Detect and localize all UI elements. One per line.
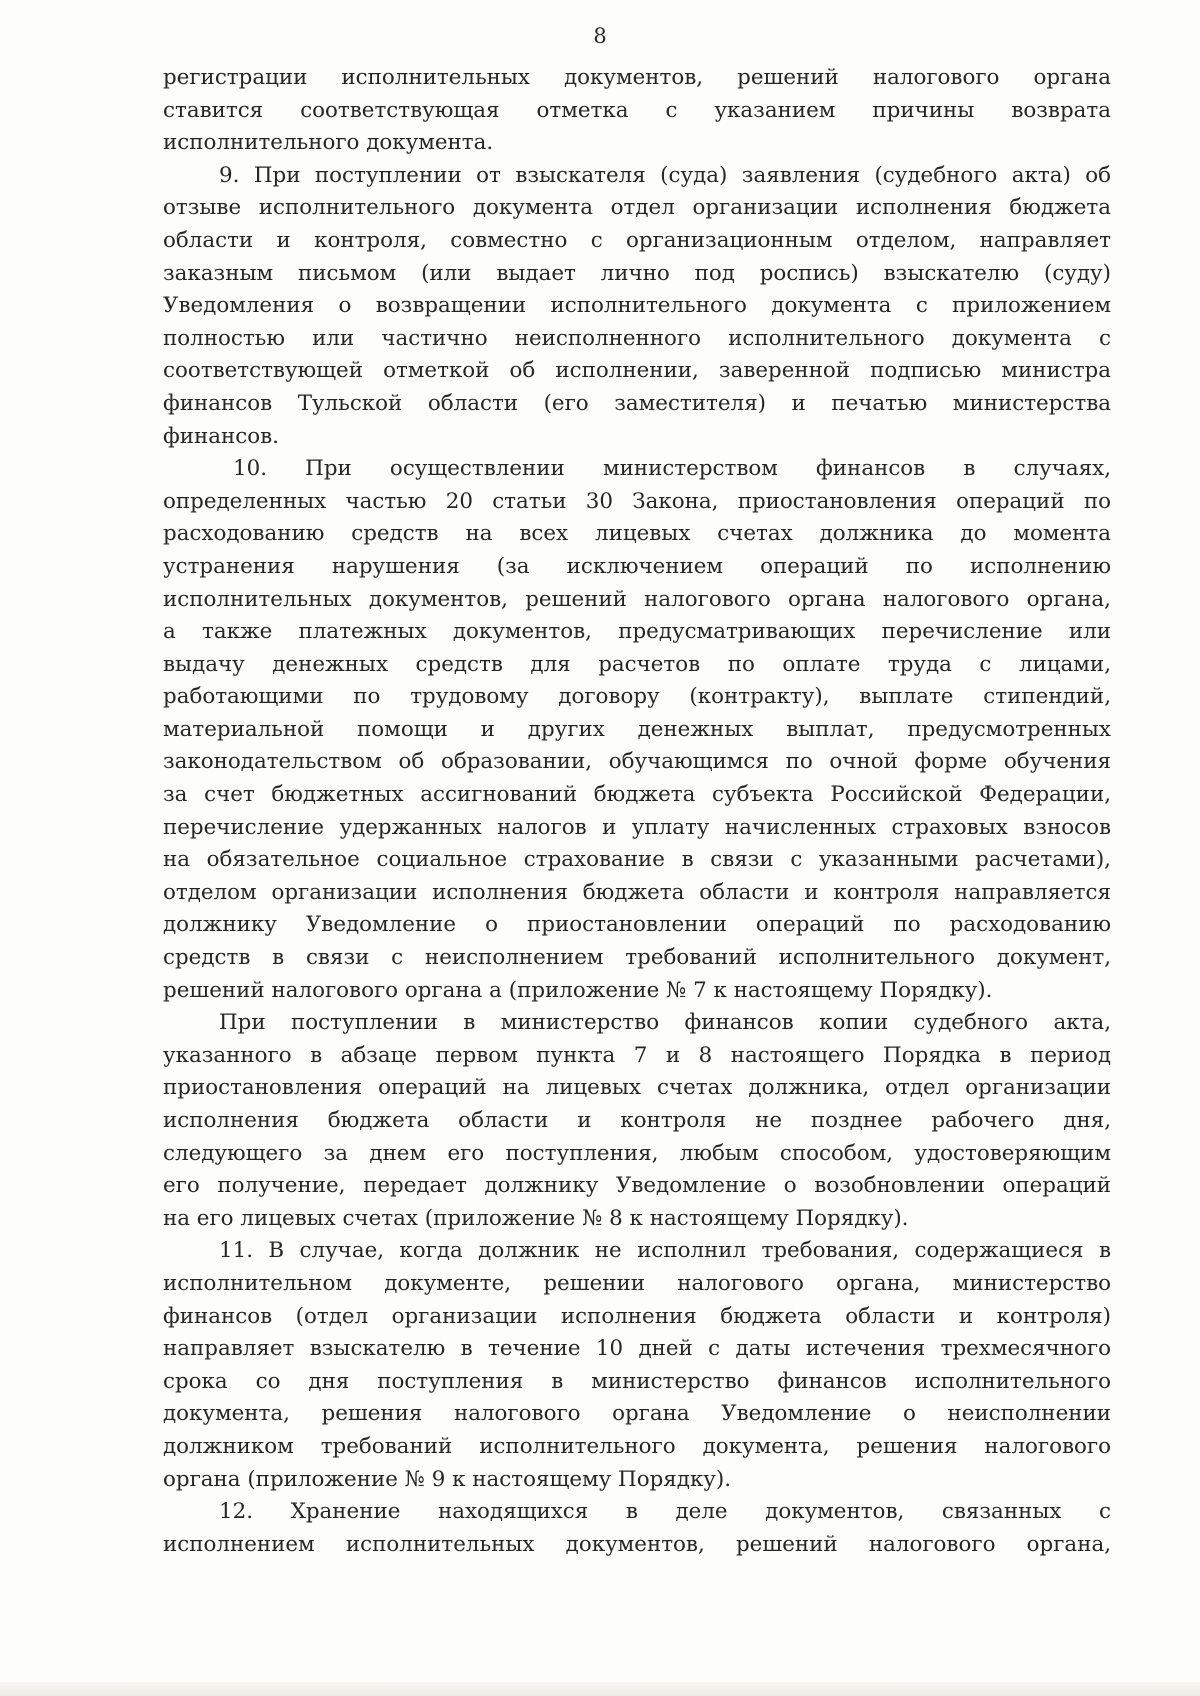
text-line: области и контроля, совместно с организационным отделом, направляет: [163, 227, 1111, 253]
text-line: исполнением исполнительных документов, решений налогового органа,: [163, 1531, 1111, 1557]
page-number: 8: [593, 24, 607, 48]
text-line: следующего за днем его поступления, любым способом, удостоверяющим: [163, 1140, 1111, 1166]
text-line: на обязательное социальное страхование в связи с указанными расчетами),: [163, 847, 1111, 873]
text-line: финансов.: [163, 423, 279, 449]
text-line: приостановления операций на лицевых счетах должника, отдел организации: [163, 1075, 1111, 1101]
text-line: на его лицевых счетах (приложение № 8 к настоящему Порядку).: [163, 1205, 909, 1231]
text-line: 12. Хранение находящихся в деле документов, связанных с: [219, 1499, 1111, 1525]
text-line: регистрации исполнительных документов, решений налогового органа: [163, 65, 1111, 90]
text-line: ставится соответствующая отметка с указанием причины возврата: [163, 97, 1111, 123]
text-line: полностью или частично неисполненного исполнительного документа с: [163, 325, 1111, 351]
text-line: должнику Уведомление о приостановлении операций по расходованию: [163, 912, 1111, 938]
text-line: документа, решения налогового органа Уведомление о неисполнении: [163, 1401, 1111, 1427]
text-line: соответствующей отметкой об исполнении, заверенной подписью министра: [163, 358, 1111, 384]
text-line: материальной помощи и других денежных выплат, предусмотренных: [163, 716, 1111, 742]
text-line: законодательством об образовании, обучающимся по очной форме обучения: [163, 749, 1111, 775]
scan-edge-shadow: [0, 1682, 1200, 1696]
text-line: 11. В случае, когда должник не исполнил требования, содержащиеся в: [219, 1238, 1111, 1264]
text-line: органа (приложение № 9 к настоящему Порядку).: [163, 1466, 732, 1492]
text-line: финансов (отдел организации исполнения бюджета области и контроля): [163, 1303, 1111, 1329]
text-line: исполнительных документов, решений налогового органа налогового органа,: [163, 586, 1111, 612]
text-line: определенных частью 20 статьи 30 Закона, приостановления операций по: [163, 488, 1111, 514]
text-line: 10. При осуществлении министерством финансов в случаях,: [233, 456, 1111, 482]
text-line: 9. При поступлении от взыскателя (суда) заявления (судебного акта) об: [219, 162, 1111, 188]
text-line: средств в связи с неисполнением требований исполнительного документ,: [163, 945, 1111, 971]
text-line: а также платежных документов, предусматривающих перечисление или: [163, 619, 1111, 645]
text-line: При поступлении в министерство финансов копии судебного акта,: [219, 1010, 1111, 1036]
text-line: отзыве исполнительного документа отдел организации исполнения бюджета: [163, 195, 1111, 221]
text-line: устранения нарушения (за исключением операций по исполнению: [163, 553, 1111, 579]
text-line: его получение, передает должнику Уведомление о возобновлении операций: [163, 1173, 1111, 1199]
text-line: направляет взыскателю в течение 10 дней с даты истечения трехмесячного: [163, 1336, 1111, 1362]
text-line: решений налогового органа а (приложение № 7 к настоящему Порядку).: [163, 977, 993, 1003]
text-line: заказным письмом (или выдает лично под роспись) взыскателю (суду): [163, 260, 1111, 286]
text-line: финансов Тульской области (его заместителя) и печатью министерства: [163, 390, 1111, 416]
text-line: за счет бюджетных ассигнований бюджета субъекта Российской Федерации,: [163, 782, 1111, 808]
text-line: выдачу денежных средств для расчетов по оплате труда с лицами,: [163, 651, 1111, 677]
text-line: расходованию средств на всех лицевых счетах должника до момента: [163, 521, 1111, 547]
text-line: Уведомления о возвращении исполнительного документа с приложением: [163, 293, 1111, 319]
text-line: исполнительного документа.: [163, 130, 494, 156]
text-line: указанного в абзаце первом пункта 7 и 8 настоящего Порядка в период: [163, 1042, 1111, 1068]
text-line: работающими по трудовому договору (контракту), выплате стипендий,: [163, 684, 1111, 710]
text-line: исполнительном документе, решении налогового органа, министерство: [163, 1270, 1111, 1296]
text-line: должником требований исполнительного документа, решения налогового: [163, 1433, 1111, 1459]
text-line: исполнения бюджета области и контроля не позднее рабочего дня,: [163, 1108, 1111, 1133]
text-line: срока со дня поступления в министерство финансов исполнительного: [163, 1368, 1111, 1394]
text-line: отделом организации исполнения бюджета области и контроля направляется: [163, 879, 1111, 905]
document-body: [163, 62, 1111, 1561]
text-line: перечисление удержанных налогов и уплату начисленных страховых взносов: [163, 814, 1111, 840]
